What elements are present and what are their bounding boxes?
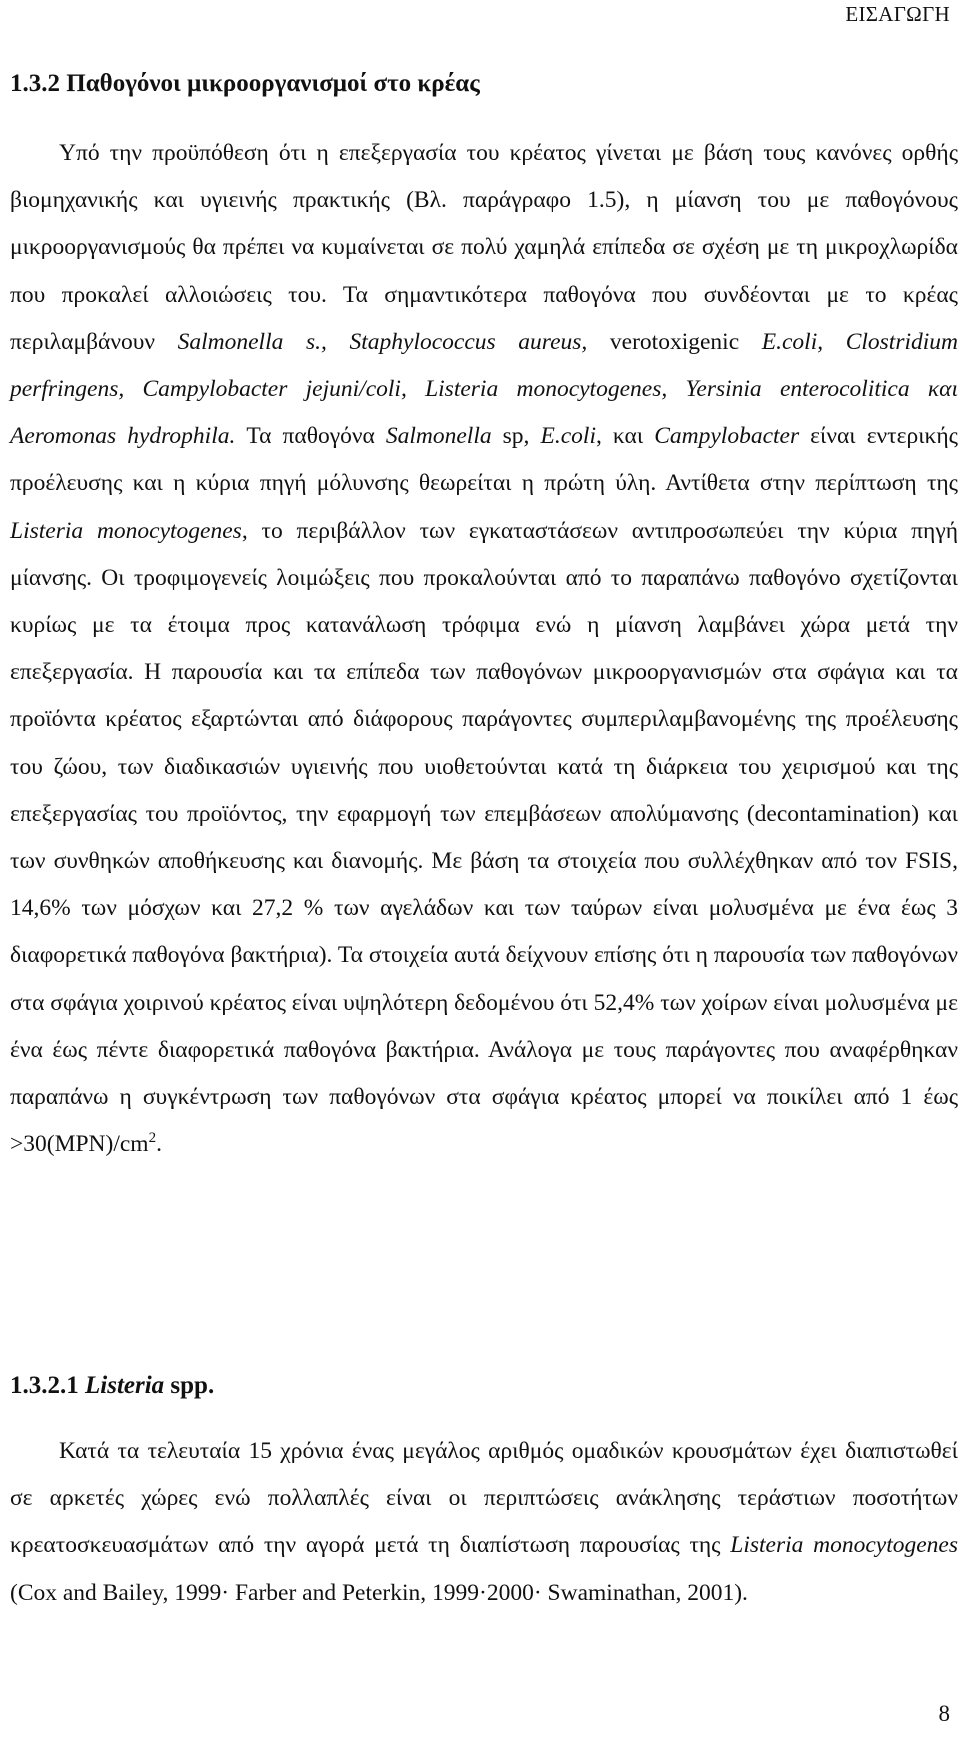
italic-run: Listeria monocytogenes (10, 517, 242, 544)
text-run: , το περιβάλλον των εγκαταστάσεων αντιπροσωπεύει την κύρια πηγή μίανσης. Οι τροφιμογενείς λοιμώξεις που προκαλούνται από το παραπάνω παθογόνο σχετίζονται κυρίως με τα έτοιμα προς κατανάλωση τρόφιμα ενώ η μίανση λαμβάνει χώρα μετά την επεξεργασία. Η παρουσία και τα επίπεδα των παθογόνων μικροοργανισμών στα σφάγια και τα προϊόντα κρέατος εξαρτώνται από διάφορους παράγοντες συμπεριλαμβανομένης της προέλευσης του ζώου, των διαδικασιών υγιεινής που υιοθετούνται κατά τη διάρκεια του χειρισμού και της επεξεργασίας του προϊόντος, την εφαρμογή των επεμβάσεων απολύμανσης (decontamination) και των συνθηκών αποθήκευσης και διανομής. Με βάση τα στοιχεία που συλλέχθηκαν από τον FSIS, 14,6% των μόσχων και 27,2 % των αγελάδων και των ταύρων είναι μολυσμένα με ένα έως 3 διαφορετικά παθογόνα βακτήρια). Τα στοιχεία αυτά δείχνουν επίσης ότι η παρουσία των παθογόνων στα σφάγια χοιρινού κρέατος είναι υψηλότερη δεδομένου ότι 52,4% των χοίρων είναι μολυσμένα με ένα έως πέντε διαφορετικά παθογόνα βακτήρια. Ανάλογα με τους παράγοντες που αναφέρθηκαν παραπάνω η συγκέντρωση των παθογόνων στα σφάγια κρέατος μπορεί να ποικίλει από 1 έως >30(MPN)/cm (10, 517, 958, 1158)
section-paragraph (10, 130, 958, 1168)
text-run: είναι εντερικής προέλευσης και η κύρια πηγή μόλυνσης θεωρείται η πρώτη ύλη. Αντίθετα στην περίπτωση της (10, 423, 958, 497)
running-header: ΕΙΣΑΓΩΓΗ (845, 2, 950, 26)
subsection-heading (10, 1372, 214, 1400)
text-run: Υπό την προϋπόθεση ότι η επεξεργασία του κρέατος γίνεται με βάση τους κανόνες ορθής βιομηχανικής και υγιεινής πρακτικής (Βλ. παράγραφο 1.5), η μίανση του με παθογόνους μικροοργανισμούς θα πρέπει να κυμαίνεται σε πολύ χαμηλά επίπεδα σε σχέση με τη μικροχλωρίδα που προκαλεί αλλοιώσεις του. Τα σημαντικότερα παθογόνα που συνδέονται με το κρέας περιλαμβάνουν (10, 140, 958, 355)
italic-run: E.coli (540, 423, 596, 450)
italic-run: Staphylococcus aureus, (349, 328, 588, 355)
italic-run: Salmonella s., (177, 328, 327, 355)
italic-run: E.coli, Clostridium perfringens, Campylobacter jejuni/coli, Listeria monocytogenes, Yersinia enterocolitica και Aeromonas hydrophila. (10, 328, 959, 450)
italic-run: Campylobacter (654, 423, 800, 450)
text-run: , και (595, 423, 655, 450)
text-run: sp, (491, 423, 541, 450)
text-run: Κατά τα τελευταία 15 χρόνια ένας μεγάλος αριθμός ομαδικών κρουσμάτων έχει διαπιστωθεί σε αρκετές χώρες ενώ πολλαπλές είναι οι περιπτώσεις ανάκλησης τεράστιων ποσοτήτων κρεατοσκευασμάτων από την αγορά μετά τη διαπίστωση παρουσίας της (10, 1438, 958, 1559)
text-run: verotoxigenic (587, 328, 762, 355)
text-run (327, 329, 350, 355)
italic-run: Listeria monocytogenes (730, 1532, 958, 1559)
superscript: 2 (148, 1130, 157, 1147)
italic-run: Salmonella (385, 423, 492, 450)
page-number: 8 (938, 1701, 950, 1726)
text-run: (Cox and Bailey, 1999· Farber and Peterkin, 1999·2000· Swaminathan, 2001). (10, 1579, 748, 1606)
text-run: Τα παθογόνα (235, 423, 386, 450)
heading-rest: spp. (164, 1372, 215, 1399)
subsection-paragraph (10, 1428, 958, 1617)
section-heading: 1.3.2 Παθογόνοι μικροοργανισμοί στο κρέας (10, 70, 480, 97)
heading-italic: Listeria (85, 1372, 165, 1399)
text-run: . (156, 1131, 162, 1158)
heading-number: 1.3.2.1 (10, 1372, 85, 1399)
